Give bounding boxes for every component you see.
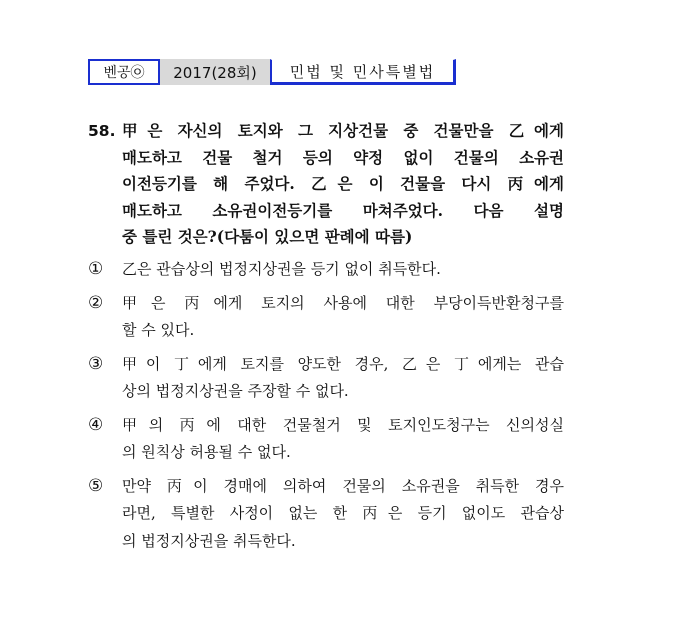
exam-header-bar xyxy=(88,59,456,85)
option-marker: ② xyxy=(88,292,104,313)
question-line xyxy=(88,118,564,145)
option-text-line: 甲의 丙에 대한 건물철거 및 토지인도청구는 신의성실 xyxy=(122,415,564,434)
question-text-line: 甲은 자신의 토지와 그 지상건물 중 건물만을 乙에게 xyxy=(122,121,564,140)
option-marker: ③ xyxy=(88,353,104,374)
answer-option-4[interactable] xyxy=(88,412,564,467)
question-stem xyxy=(88,118,564,251)
question-line xyxy=(88,171,564,198)
answer-options xyxy=(88,256,564,561)
answer-option-2[interactable] xyxy=(88,290,564,345)
question-line xyxy=(88,198,564,225)
option-marker: ⑤ xyxy=(88,475,104,496)
option-text-line: 甲은 丙에게 토지의 사용에 대한 부당이득반환청구를 xyxy=(122,293,564,312)
question-line xyxy=(88,224,564,251)
exam-year-label: 2017(28회) xyxy=(160,59,270,85)
source-label: 벤공㉧ xyxy=(88,59,160,85)
option-text-line: 라면, 특별한 사정이 없는 한 丙은 등기 없이도 관습상 xyxy=(122,504,564,522)
option-text-line: 乙은 관습상의 법정지상권을 등기 없이 취득한다. xyxy=(122,260,441,278)
question-line xyxy=(88,145,564,172)
option-marker: ① xyxy=(88,259,104,279)
option-text-line: 의 법정지상권을 취득한다. xyxy=(122,531,296,550)
question-text-line: 이전등기를 해 주었다. 乙은 이 건물을 다시 丙에게 xyxy=(122,174,564,193)
option-text-line: 할 수 있다. xyxy=(122,321,195,339)
option-text-line: 만약 丙이 경매에 의하여 건물의 소유권을 취득한 경우 xyxy=(122,476,564,495)
answer-option-3[interactable] xyxy=(88,351,564,406)
question-text-line: 매도하고 건물 철거 등의 약정 없이 건물의 소유권 xyxy=(122,147,564,167)
question-text-line: 중 틀린 것은?(다툼이 있으면 판례에 따름) xyxy=(122,227,413,246)
question-number: 58. xyxy=(88,122,116,140)
answer-option-5[interactable] xyxy=(88,473,564,556)
option-text-line: 상의 법정지상권을 주장할 수 없다. xyxy=(122,382,349,400)
option-text-line: 甲이 丁에게 토지를 양도한 경우, 乙은 丁에게는 관습 xyxy=(122,354,564,373)
subject-label: 민법 및 민사특별법 xyxy=(270,59,456,85)
option-text-line: 의 원칙상 허용될 수 없다. xyxy=(122,443,291,461)
answer-option-1[interactable] xyxy=(88,256,564,284)
question-text-line: 매도하고 소유권이전등기를 마쳐주었다. 다음 설명 xyxy=(122,200,564,220)
option-marker: ④ xyxy=(88,414,104,435)
